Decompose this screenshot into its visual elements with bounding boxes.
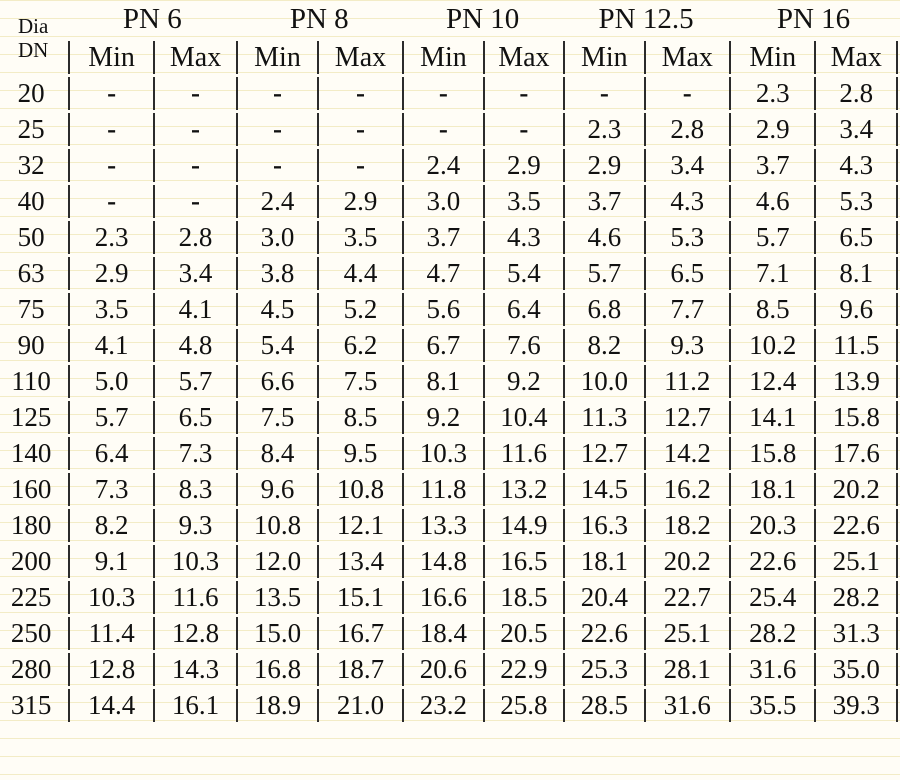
value-cell: 22.6 [729,545,814,578]
value-cell: 7.1 [729,257,814,290]
value-cell: 14.4 [68,689,152,722]
group-header-pn-8: PN 8 [289,3,349,35]
table-row [2,689,898,722]
value-cell: 6.4 [483,293,563,326]
value-cell: 18.7 [317,653,402,686]
value-cell: 9.2 [402,401,482,434]
value-cell: 4.3 [814,149,898,182]
table-row [2,545,898,578]
min-subheader: Min [68,41,152,74]
value-cell: 5.4 [483,257,563,290]
value-cell: 20.3 [729,509,814,542]
value-cell: 20.6 [402,653,482,686]
value-cell: 10.2 [729,329,814,362]
group-header-pn-16: PN 16 [776,3,851,35]
value-cell: 7.6 [483,329,563,362]
value-cell: 4.1 [68,329,152,362]
value-cell: - [153,149,236,182]
value-cell: 12.1 [317,509,402,542]
value-cell: 4.5 [236,293,316,326]
value-cell: 3.4 [153,257,236,290]
table-row [2,185,898,218]
value-cell: 13.4 [317,545,402,578]
table-row [2,149,898,182]
table-row [2,617,898,650]
value-cell: 16.2 [644,473,729,506]
value-cell: 18.2 [644,509,729,542]
value-cell: 8.1 [402,365,482,398]
value-cell: 23.2 [402,689,482,722]
value-cell: 8.2 [563,329,643,362]
value-cell: 14.1 [729,401,814,434]
dn-cell: 32 [17,150,45,180]
table-row [2,77,898,110]
value-cell: 4.3 [644,185,729,218]
value-cell: 5.3 [814,185,898,218]
table-header [2,3,898,74]
value-cell: 3.4 [644,149,729,182]
value-cell: 2.3 [729,77,814,110]
value-cell: 16.7 [317,617,402,650]
value-cell: - [153,113,236,146]
value-cell: 6.6 [236,365,316,398]
value-cell: 14.2 [644,437,729,470]
dn-label: DN [18,37,49,62]
value-cell: 10.8 [317,473,402,506]
value-cell: - [68,113,152,146]
table-row [2,437,898,470]
value-cell: - [153,77,236,110]
max-subheader: Max [317,41,402,74]
value-cell: - [317,149,402,182]
value-cell: 10.0 [563,365,643,398]
dn-cell: 63 [17,258,45,288]
value-cell: 14.3 [153,653,236,686]
value-cell: 9.6 [236,473,316,506]
value-cell: - [68,77,152,110]
value-cell: 18.1 [563,545,643,578]
value-cell: 6.8 [563,293,643,326]
value-cell: 20.2 [644,545,729,578]
group-header-pn-10: PN 10 [445,3,520,35]
value-cell: 5.6 [402,293,482,326]
value-cell: 18.9 [236,689,316,722]
value-cell: 2.8 [644,113,729,146]
value-cell: 6.5 [153,401,236,434]
max-subheader: Max [644,41,729,74]
value-cell: 3.0 [236,221,316,254]
value-cell: 2.9 [317,185,402,218]
min-subheader: Min [563,41,643,74]
table-row [2,401,898,434]
value-cell: 20.5 [483,617,563,650]
value-cell: 16.1 [153,689,236,722]
value-cell: 7.5 [317,365,402,398]
value-cell: 9.2 [483,365,563,398]
value-cell: 11.5 [814,329,898,362]
value-cell: 8.1 [814,257,898,290]
value-cell: 3.5 [317,221,402,254]
value-cell: 5.7 [729,221,814,254]
value-cell: 39.3 [814,689,898,722]
value-cell: 11.4 [68,617,152,650]
dn-cell: 225 [10,582,52,612]
value-cell: 3.8 [236,257,316,290]
value-cell: 12.7 [644,401,729,434]
value-cell: - [483,113,563,146]
value-cell: 5.3 [644,221,729,254]
value-cell: 2.9 [483,149,563,182]
value-cell: 20.2 [814,473,898,506]
value-cell: 6.7 [402,329,482,362]
value-cell: 3.7 [402,221,482,254]
value-cell: 2.3 [563,113,643,146]
value-cell: 16.6 [402,581,482,614]
value-cell: 18.4 [402,617,482,650]
value-cell: 3.4 [814,113,898,146]
value-cell: 14.9 [483,509,563,542]
value-cell: 31.6 [644,689,729,722]
table-row [2,221,898,254]
group-header-pn-6: PN 6 [122,3,182,35]
value-cell: 8.5 [317,401,402,434]
value-cell: 4.4 [317,257,402,290]
max-subheader: Max [483,41,563,74]
max-subheader: Max [153,41,236,74]
value-cell: 10.8 [236,509,316,542]
table-row [2,257,898,290]
dn-cell: 200 [10,546,52,576]
value-cell: 9.5 [317,437,402,470]
table-row [2,653,898,686]
table-row [2,473,898,506]
value-cell: - [153,185,236,218]
value-cell: - [402,113,482,146]
max-subheader: Max [814,41,898,74]
dn-cell: 280 [10,654,52,684]
value-cell: 12.4 [729,365,814,398]
value-cell: 4.3 [483,221,563,254]
value-cell: 3.7 [729,149,814,182]
table-row [2,293,898,326]
value-cell: 8.3 [153,473,236,506]
table-row [2,365,898,398]
value-cell: 11.3 [563,401,643,434]
value-cell: 15.8 [814,401,898,434]
value-cell: 3.0 [402,185,482,218]
value-cell: 9.3 [644,329,729,362]
value-cell: - [402,77,482,110]
value-cell: 22.6 [563,617,643,650]
value-cell: 5.7 [153,365,236,398]
subheader-row [2,41,898,74]
dn-cell: 40 [17,186,45,216]
value-cell: 16.8 [236,653,316,686]
value-cell: 6.5 [814,221,898,254]
value-cell: 2.4 [236,185,316,218]
value-cell: 13.5 [236,581,316,614]
table-row [2,581,898,614]
table-body [2,77,898,722]
value-cell: 6.4 [68,437,152,470]
value-cell: 13.3 [402,509,482,542]
group-header-pn-12.5: PN 12.5 [598,3,694,35]
value-cell: 25.1 [644,617,729,650]
value-cell: - [317,113,402,146]
value-cell: 28.2 [729,617,814,650]
dn-cell: 160 [10,474,52,504]
value-cell: 3.5 [68,293,152,326]
value-cell: 13.9 [814,365,898,398]
value-cell: 18.5 [483,581,563,614]
value-cell: 2.8 [814,77,898,110]
value-cell: - [563,77,643,110]
value-cell: 12.8 [153,617,236,650]
value-cell: 5.0 [68,365,152,398]
value-cell: - [68,149,152,182]
value-cell: 4.1 [153,293,236,326]
value-cell: 35.5 [729,689,814,722]
value-cell: 12.8 [68,653,152,686]
value-cell: 8.2 [68,509,152,542]
value-cell: 11.8 [402,473,482,506]
value-cell: 11.6 [153,581,236,614]
value-cell: 10.4 [483,401,563,434]
value-cell: 35.0 [814,653,898,686]
value-cell: 21.0 [317,689,402,722]
value-cell: 4.8 [153,329,236,362]
table-row [2,509,898,542]
value-cell: 12.0 [236,545,316,578]
value-cell: 2.3 [68,221,152,254]
value-cell: 8.5 [729,293,814,326]
value-cell: 2.8 [153,221,236,254]
value-cell: 9.1 [68,545,152,578]
dn-cell: 110 [11,366,51,396]
min-subheader: Min [729,41,814,74]
value-cell: 14.8 [402,545,482,578]
value-cell: 13.2 [483,473,563,506]
table-row [2,113,898,146]
value-cell: 5.2 [317,293,402,326]
value-cell: 28.5 [563,689,643,722]
value-cell: 12.7 [563,437,643,470]
dn-cell: 75 [17,294,45,324]
value-cell: 25.8 [483,689,563,722]
value-cell: 31.3 [814,617,898,650]
dn-cell: 250 [10,618,52,648]
dn-cell: 90 [17,330,45,360]
value-cell: 3.5 [483,185,563,218]
value-cell: - [483,77,563,110]
value-cell: 5.7 [68,401,152,434]
value-cell: 4.7 [402,257,482,290]
value-cell: - [236,113,316,146]
value-cell: 14.5 [563,473,643,506]
dia-label: Dia [18,14,49,39]
dia-dn-header [2,3,68,74]
value-cell: 15.0 [236,617,316,650]
value-cell: 17.6 [814,437,898,470]
value-cell: 16.5 [483,545,563,578]
value-cell: 10.3 [68,581,152,614]
value-cell: 22.6 [814,509,898,542]
value-cell: 4.6 [729,185,814,218]
value-cell: 31.6 [729,653,814,686]
value-cell: - [644,77,729,110]
min-subheader: Min [402,41,482,74]
value-cell: - [236,77,316,110]
value-cell: 15.1 [317,581,402,614]
value-cell: 3.7 [563,185,643,218]
dn-cell: 315 [10,690,52,720]
value-cell: 7.3 [68,473,152,506]
value-cell: 6.5 [644,257,729,290]
value-cell: 11.6 [483,437,563,470]
value-cell: 10.3 [153,545,236,578]
value-cell: 4.6 [563,221,643,254]
value-cell: 16.3 [563,509,643,542]
value-cell: 8.4 [236,437,316,470]
value-cell: 2.9 [563,149,643,182]
value-cell: 7.3 [153,437,236,470]
dn-cell: 25 [17,114,45,144]
value-cell: 25.3 [563,653,643,686]
value-cell: 18.1 [729,473,814,506]
value-cell: 11.2 [644,365,729,398]
value-cell: 25.1 [814,545,898,578]
table-row [2,329,898,362]
value-cell: 7.7 [644,293,729,326]
group-header-row [2,3,898,38]
dn-cell: 180 [10,510,52,540]
value-cell: 28.1 [644,653,729,686]
value-cell: 6.2 [317,329,402,362]
dn-cell: 125 [10,402,52,432]
value-cell: - [317,77,402,110]
value-cell: 5.7 [563,257,643,290]
value-cell: - [236,149,316,182]
min-subheader: Min [236,41,316,74]
value-cell: 2.9 [729,113,814,146]
value-cell: 9.6 [814,293,898,326]
value-cell: 22.7 [644,581,729,614]
value-cell: 20.4 [563,581,643,614]
value-cell: 7.5 [236,401,316,434]
value-cell: 22.9 [483,653,563,686]
value-cell: 2.9 [68,257,152,290]
dn-cell: 20 [17,78,45,108]
value-cell: 2.4 [402,149,482,182]
value-cell: 25.4 [729,581,814,614]
value-cell: 9.3 [153,509,236,542]
value-cell: 15.8 [729,437,814,470]
value-cell: 10.3 [402,437,482,470]
dn-cell: 140 [10,438,52,468]
dn-cell: 50 [17,222,45,252]
value-cell: - [68,185,152,218]
pipe-wall-thickness-table [2,0,898,725]
value-cell: 28.2 [814,581,898,614]
value-cell: 5.4 [236,329,316,362]
